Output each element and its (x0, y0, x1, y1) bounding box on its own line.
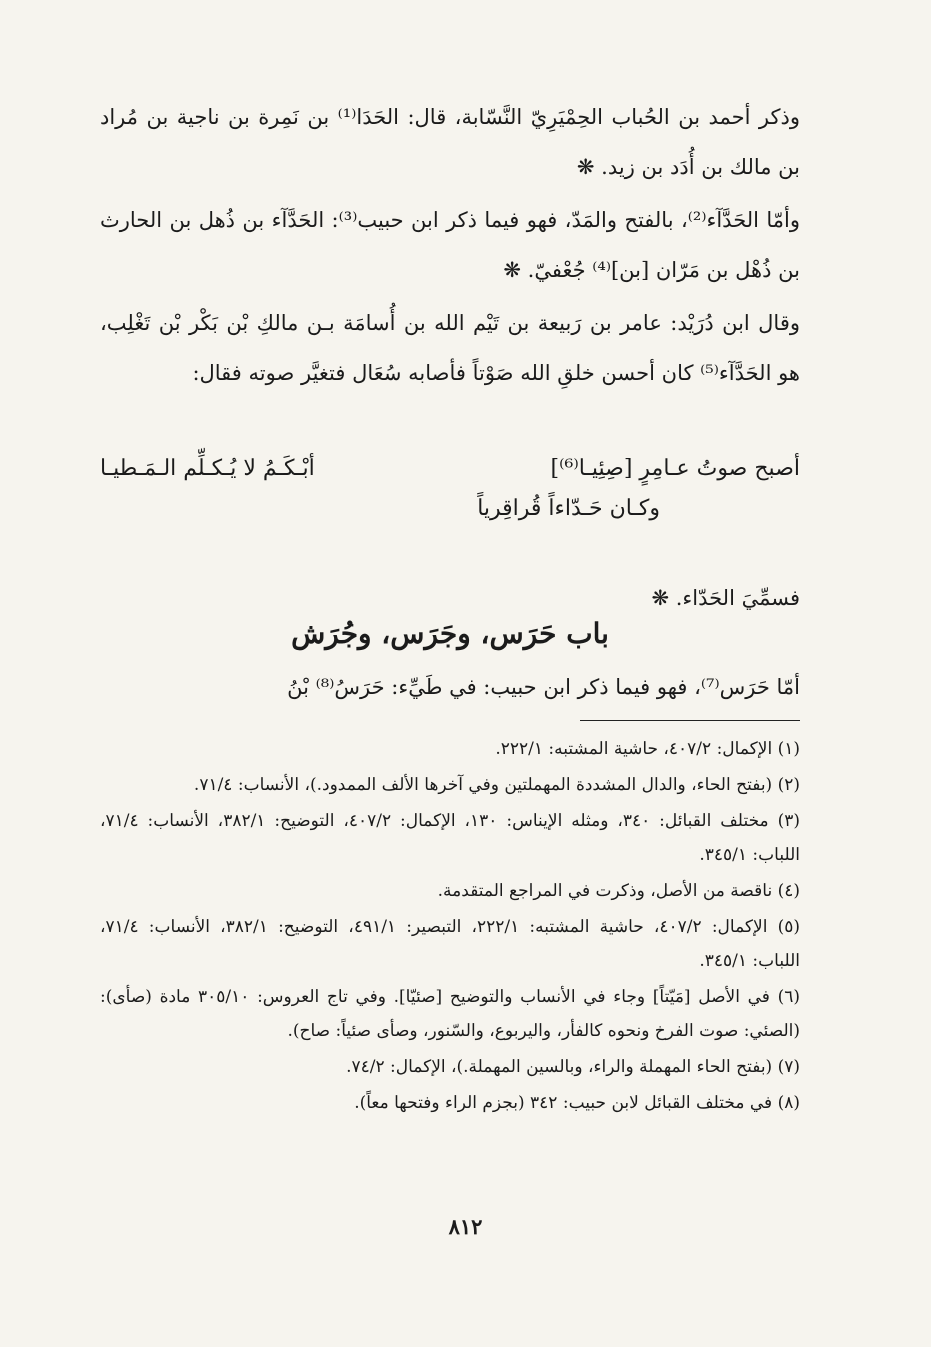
footnote-8: (٨) في مختلف القبائل لابن حبيب: ٣٤٢ (بجزم الراء وفتحها معاً). (354, 1093, 800, 1113)
paragraph-3: وقال ابن دُرَيْد: عامر بن رَبيعة بن تَيْم الله بن أُسامَة بـن مالكِ بْن بَكْر بْن تَغْلِب، هو الحَدَّآء⁽⁵⁾ كان أحسن خلقِ الله صَوْتاً فأصابه سُعَال فتغيَّر صوته فقال: (100, 311, 800, 385)
footnote-1: (١) الإكمال: ٤٠٧/٢، حاشية المشتبه: ٢٢٢/١. (495, 739, 800, 759)
footnotes (100, 732, 800, 1122)
poem-hemistich-3: وكـان حَـدّاءاً قُراقِرياً (477, 496, 660, 521)
paragraph-1: وذكر أحمد بن الحُباب الحِمْيَرِيّ النَّسّابة، قال: الحَدَا⁽¹⁾ بن نَمِرة بن ناجية بن مُراد بن مالك بن أُدَد بن زيد. ❋ (100, 105, 800, 179)
poem-hemistich-1: أصبح صوتُ عـامِرٍ [صِئِيـا⁽⁶⁾] (550, 456, 800, 481)
paragraph-5: أمّا حَرَس⁽⁷⁾، فهو فيما ذكر ابن حبيب: في طَيِّء: حَرَسُ⁽⁸⁾ بْنُ (287, 675, 800, 699)
chapter-title: باب حَرَس، وجَرَس، وجُرَش (291, 617, 609, 650)
footnote-5: (٥) الإكمال: ٤٠٧/٢، حاشية المشتبه: ٢٢٢/١، التبصير: ٤٩١/١، التوضيح: ٣٨٢/١، الأنساب: ٧١/٤، اللباب: ٣٤٥/١. (100, 917, 800, 971)
footnote-4: (٤) ناقصة من الأصل، وذكرت في المراجع المتقدمة. (437, 881, 800, 901)
poem-hemistich-2: أبْـكَـمُ لا يُـكـلِّم الـمَـطيـا (100, 456, 315, 481)
footnote-3: (٣) مختلف القبائل: ٣٤٠، ومثله الإيناس: ١٣٠، الإكمال: ٤٠٧/٢، التوضيح: ٣٨٢/١، الأنساب: ٧١/٤، اللباب: ٣٤٥/١. (100, 811, 800, 865)
footnote-divider (580, 720, 800, 721)
paragraph-2: وأمّا الحَدَّآء⁽²⁾، بالفتح والمَدّ، فهو فيما ذكر ابن حبيب⁽³⁾: الحَدَّآء بن ذُهل بن الحارث بن ذُهْل بن مَرّان [بن]⁽⁴⁾ جُعْفيّ. ❋ (100, 208, 801, 282)
footnote-6: (٦) في الأصل [مَيّتاً] وجاء في الأنساب والتوضيح [صئيّا]. وفي تاج العروس: ٣٠٥/١٠ مادة (صأى): (الصئي: صوت الفرخ ونحوه كالفأر، واليربوع، والسّنور، وصأى صئياً: صاح). (100, 987, 801, 1041)
poem-verse (100, 447, 800, 537)
footnote-7: (٧) (بفتح الحاء المهملة والراء، وبالسين المهملة.)، الإكمال: ٧٤/٢. (346, 1057, 800, 1077)
footnote-2: (٢) (بفتح الحاء، والدال المشددة المهملتين وفي آخرها الألف الممدود.)، الأنساب: ٧١/٤. (193, 775, 800, 795)
paragraph-4: فسمِّيَ الحَدّاء. ❋ (651, 586, 800, 610)
page-number: ٨١٢ (448, 1214, 483, 1239)
